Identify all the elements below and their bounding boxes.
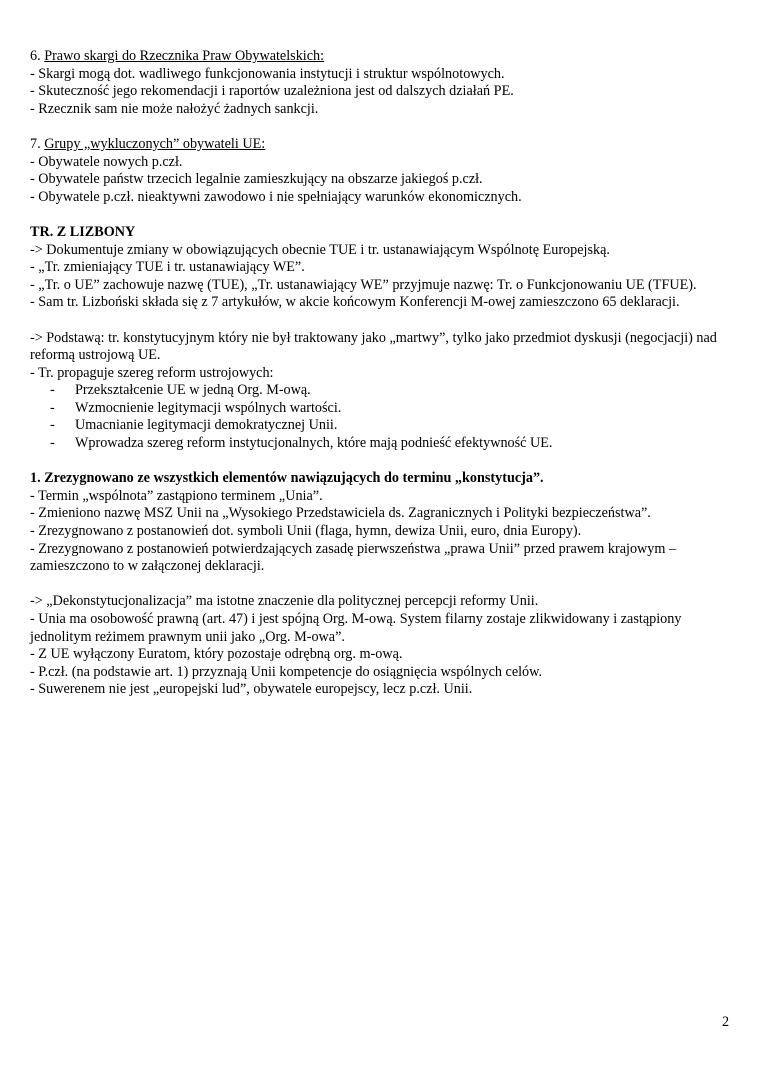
podstawa-line: -> Podstawą: tr. konstytucyjnym który nie był traktowany jako „martwy”, tylko jako przedmiot dyskusji (negocjacji) nad reformą ustrojową UE. — [30, 329, 717, 364]
dekon-line: -> „Dekonstytucjonalizacja” ma istotne znaczenie dla politycznej percepcji reformy Unii. — [30, 593, 539, 610]
bullet-dash: - — [50, 417, 55, 434]
section-6-title-line — [30, 48, 735, 66]
section-1-line: - Zrezygnowano z postanowień dot. symboli Unii (flaga, hymn, dewiza Unii, euro, dnia Europy). — [30, 523, 582, 540]
dekon-line: - Unia ma osobowość prawną (art. 47) i jest spójną Org. M-ową. System filarny zostaje zlikwidowany i zastąpiony jednolitym reżimem prawnym unii jako „Org. M-owa”. — [30, 611, 682, 645]
reform-bullet-item — [30, 382, 735, 400]
bullet-dash: - — [50, 399, 55, 416]
lizbona-line: - Sam tr. Lizboński składa się z 7 artykułów, w akcie końcowym Konferencji M-owej zamieszczono 65 deklaracji. — [30, 294, 680, 311]
paragraph-gap — [30, 312, 735, 330]
reform-bullet-text: Wprowadza szereg reform instytucjonalnych, które mają podnieść efektywność UE. — [75, 435, 553, 452]
section-1-line: - Zmieniono nazwę MSZ Unii na „Wysokiego Przedstawiciela ds. Zagranicznych i Polityki bezpieczeństwa”. — [30, 505, 651, 522]
reform-bullet-text: Przekształcenie UE w jedną Org. M-ową. — [75, 382, 311, 399]
lizbona-line: - „Tr. o UE” zachowuje nazwę (TUE), „Tr. ustanawiający WE” przyjmuje nazwę: Tr. o Funkcjonowaniu UE (TFUE). — [30, 276, 697, 293]
section-7-title-line — [30, 136, 735, 154]
lizbona-line: - „Tr. zmieniający TUE i tr. ustanawiający WE”. — [30, 259, 305, 276]
lizbona-line: -> Dokumentuje zmiany w obowiązujących obecnie TUE i tr. ustanawiającym Wspólnotę Europejską. — [30, 241, 610, 258]
bullet-dash: - — [50, 382, 55, 399]
section-1-line: - Termin „wspólnota” zastąpiono terminem „Unia”. — [30, 487, 323, 504]
reform-bullet-item — [30, 400, 735, 418]
reform-bullet-text: Wzmocnienie legitymacji wspólnych wartości. — [75, 399, 342, 416]
section-7-number: 7. — [30, 135, 45, 152]
section-7-line: - Obywatele nowych p.czł. — [30, 153, 183, 170]
section-6-title: Prawo skargi do Rzecznika Praw Obywatelskich: — [44, 48, 325, 64]
paragraph-gap — [30, 576, 735, 594]
reform-bullet-text: Umacnianie legitymacji demokratycznej Unii. — [75, 417, 338, 434]
dekon-line: - Suwerenem nie jest „europejski lud”, obywatele europejscy, lecz p.czł. Unii. — [30, 681, 473, 698]
section-7-title: Grupy „wykluczonych” obywateli UE: — [44, 135, 266, 152]
section-7-line: - Obywatele p.czł. nieaktywni zawodowo i nie spełniający warunków ekonomicznych. — [30, 188, 522, 205]
document-page — [30, 48, 735, 699]
page-number: 2 — [722, 1014, 730, 1030]
section-1-heading: 1. Zrezygnowano ze wszystkich elementów nawiązujących do terminu „konstytucja”. — [30, 470, 544, 487]
bullet-dash: - — [50, 435, 55, 452]
paragraph-gap — [30, 118, 735, 136]
reform-bullet-item — [30, 435, 735, 453]
reform-bullet-item — [30, 417, 735, 435]
section-6-number: 6. — [30, 48, 45, 64]
section-6-line: - Skargi mogą dot. wadliwego funkcjonowania instytucji i struktur wspólnotowych. — [30, 65, 505, 82]
paragraph-gap — [30, 453, 735, 471]
section-6-line: - Skuteczność jego rekomendacji i raportów uzależniona jest od dalszych działań PE. — [30, 83, 514, 100]
dekon-line: - P.czł. (na podstawie art. 1) przyznają Unii kompetencje do osiągnięcia wspólnych celów. — [30, 663, 543, 680]
section-1-line: - Zrezygnowano z postanowień potwierdzających zasadę pierwszeństwa „prawa Unii” przed prawem krajowym – zamieszczono to w załączonej deklaracji. — [30, 540, 677, 575]
section-6-line: - Rzecznik sam nie może nałożyć żadnych sankcji. — [30, 100, 319, 117]
dekon-line: - Z UE wyłączony Euratom, który pozostaje odrębną org. m-ową. — [30, 646, 403, 663]
paragraph-gap — [30, 206, 735, 224]
section-7-line: - Obywatele państw trzecich legalnie zamieszkujący na obszarze jakiegoś p.czł. — [30, 171, 483, 188]
podstawa-line: - Tr. propaguje szereg reform ustrojowych: — [30, 364, 274, 381]
lizbona-heading: TR. Z LIZBONY — [30, 223, 136, 240]
